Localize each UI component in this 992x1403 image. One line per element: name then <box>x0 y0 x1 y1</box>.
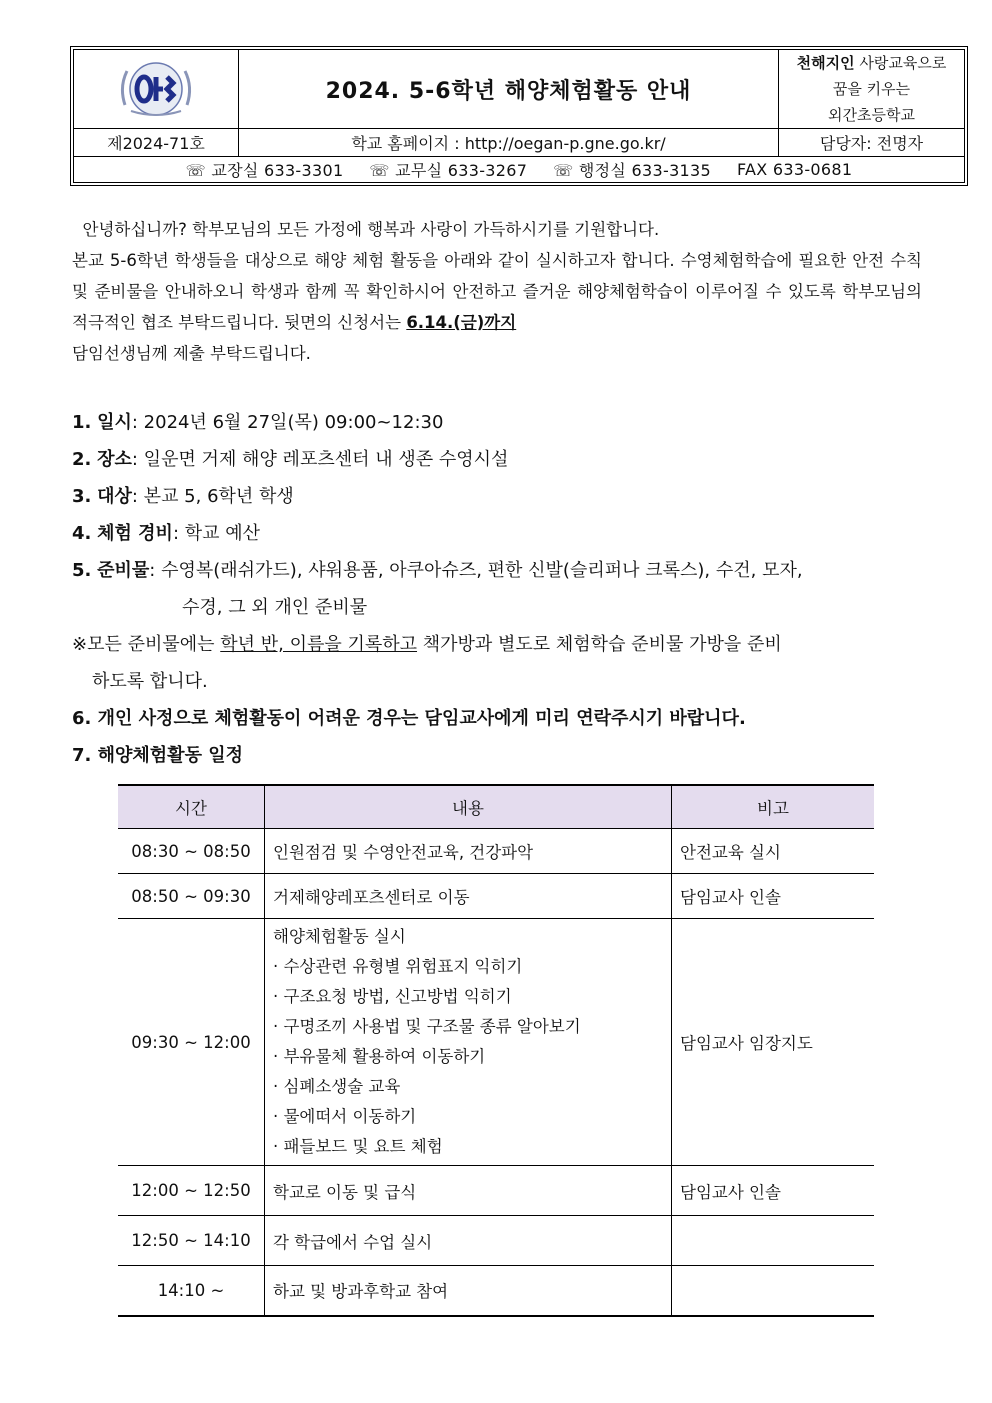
item-seven: 7. 해양체험활동 일정 <box>72 745 243 766</box>
header-content: 내용 <box>265 785 672 829</box>
list-item: 2. 장소: 일운면 거제 해양 레포츠센터 내 생존 수영시설 <box>72 449 509 470</box>
document-number: 제2024-71호 <box>74 129 239 157</box>
contact-person: 담당자: 전명자 <box>779 129 964 157</box>
header-note: 비고 <box>672 785 875 829</box>
item-label: 장소 <box>97 449 132 470</box>
phone-admin: ☏ 행정실 633-3135 <box>553 161 711 180</box>
motto-bold: 천해지인 <box>796 54 855 72</box>
table-row: 14:10 ~ 하교 및 방과후학교 참여 <box>118 1266 874 1316</box>
header-time: 시간 <box>118 785 265 829</box>
table-row: 08:50 ~ 09:30 거제해양레포츠센터로 이동 담임교사 인솔 <box>118 874 874 919</box>
phone-teachers: ☏ 교무실 633-3267 <box>369 161 528 180</box>
note-line: ※모든 준비물에는 학년 반, 이름을 기록하고 책가방과 별도로 체험학습 준비물 가방을 준비 <box>72 634 782 655</box>
school-logo <box>74 50 239 129</box>
activity-item: · 물에떠서 이동하기 <box>273 1107 417 1126</box>
activity-item: · 구명조끼 사용법 및 구조물 종류 알아보기 <box>273 1017 581 1036</box>
item-value: : 일운면 거제 해양 레포츠센터 내 생존 수영시설 <box>131 449 509 470</box>
greeting-line <box>72 214 922 245</box>
fax-number: FAX 633-0681 <box>736 160 853 179</box>
item-value: : 본교 5, 6학년 학생 <box>131 486 294 507</box>
table-row: 12:00 ~ 12:50 학교로 이동 및 급식 담임교사 인솔 <box>118 1166 874 1216</box>
greeting-text: 안녕하십니까? 학부모님의 모든 가정에 행복과 사랑이 가득하시기를 기원합니다. <box>82 220 660 239</box>
table-row: 09:30 ~ 12:00 해양체험활동 실시 · 수상관련 유형별 위험표지 익히기 · 구조요청 방법, 신고방법 익히기 · 구명조끼 사용법 및 구조물 종류 알아보기 · 부유물체 활용하여 이동하기 · 심폐소생술 교육 · 물에떠서 이동하기 · 패들보드 및 요트 체험 담임교사 임장지도 <box>118 919 874 1166</box>
table-row: 12:50 ~ 14:10 각 학급에서 수업 실시 <box>118 1216 874 1266</box>
document-title: 2024. 5-6학년 해양체험활동 안내 <box>239 50 779 129</box>
motto-line1: 사랑교육으로 <box>854 54 947 72</box>
note-underline: 학년 반, 이름을 기록하고 <box>220 634 418 655</box>
activity-item: · 심폐소생술 교육 <box>273 1077 401 1096</box>
item-value: : 2024년 6월 27일(목) 09:00~12:30 <box>131 412 444 433</box>
header-box <box>70 46 968 186</box>
table-header-row <box>118 785 874 829</box>
item-label: 준비물 <box>97 560 150 581</box>
intro-text: 본교 5-6학년 학생들을 대상으로 해양 체험 활동을 아래와 같이 실시하고자 합니다. 수영체험학습에 필요한 안전 수칙 및 준비물을 안내하오니 학생과 함께 꼭 확인하시어 안전하고 즐거운 해양체험학습이 이루어질 수 있도록 학부모님의 적극적인 협조 부탁드립니다. 뒷면의 신청서는 <box>72 251 922 332</box>
activity-item: · 부유물체 활용하여 이동하기 <box>273 1047 486 1066</box>
list-item: 1. 일시: 2024년 6월 27일(목) 09:00~12:30 <box>72 412 444 433</box>
list-item: 5. 준비물: 수영복(래쉬가드), 샤워용품, 아쿠아슈즈, 편한 신발(슬리퍼나 크록스), 수건, 모자, <box>72 560 803 581</box>
item-value: : 수영복(래쉬가드), 샤워용품, 아쿠아슈즈, 편한 신발(슬리퍼나 크록스), 수건, 모자, <box>149 560 803 581</box>
deadline-text: 6.14.(금)까지 <box>406 313 517 332</box>
homepage-url: 학교 홈페이지 : http://oegan-p.gne.go.kr/ <box>239 129 779 157</box>
table-row: 08:30 ~ 08:50 인원점검 및 수영안전교육, 건강파악 안전교육 실시 <box>118 829 874 874</box>
item-six: 6. 개인 사정으로 체험활동이 어려운 경우는 담임교사에게 미리 연락주시기 바랍니다. <box>72 708 746 729</box>
schedule-table <box>118 784 874 1317</box>
intro-text-end: 담임선생님께 제출 부탁드립니다. <box>72 344 311 363</box>
activity-item: · 패들보드 및 요트 체험 <box>273 1137 443 1156</box>
item-label: 일시 <box>97 412 132 433</box>
item-label: 대상 <box>97 486 132 507</box>
phone-row <box>74 157 964 182</box>
intro-paragraph <box>72 245 922 369</box>
list-item: 3. 대상: 본교 5, 6학년 학생 <box>72 486 294 507</box>
list-item-cont: 수경, 그 외 개인 준비물 <box>182 597 368 618</box>
list-item: 4. 체험 경비: 학교 예산 <box>72 523 260 544</box>
school-motto <box>779 50 964 129</box>
item-label: 체험 경비 <box>97 523 173 544</box>
activity-title: 해양체험활동 실시 <box>273 927 406 946</box>
item-value: : 학교 예산 <box>172 523 260 544</box>
activity-item: · 구조요청 방법, 신고방법 익히기 <box>273 987 512 1006</box>
phone-principal: ☏ 교장실 633-3301 <box>185 161 344 180</box>
note-cont: 하도록 합니다. <box>92 671 208 692</box>
motto-line3: 외간초등학교 <box>828 106 915 124</box>
motto-line2: 꿈을 키우는 <box>832 80 911 98</box>
school-emblem-icon <box>111 57 201 121</box>
activity-item: · 수상관련 유형별 위험표지 익히기 <box>273 957 523 976</box>
